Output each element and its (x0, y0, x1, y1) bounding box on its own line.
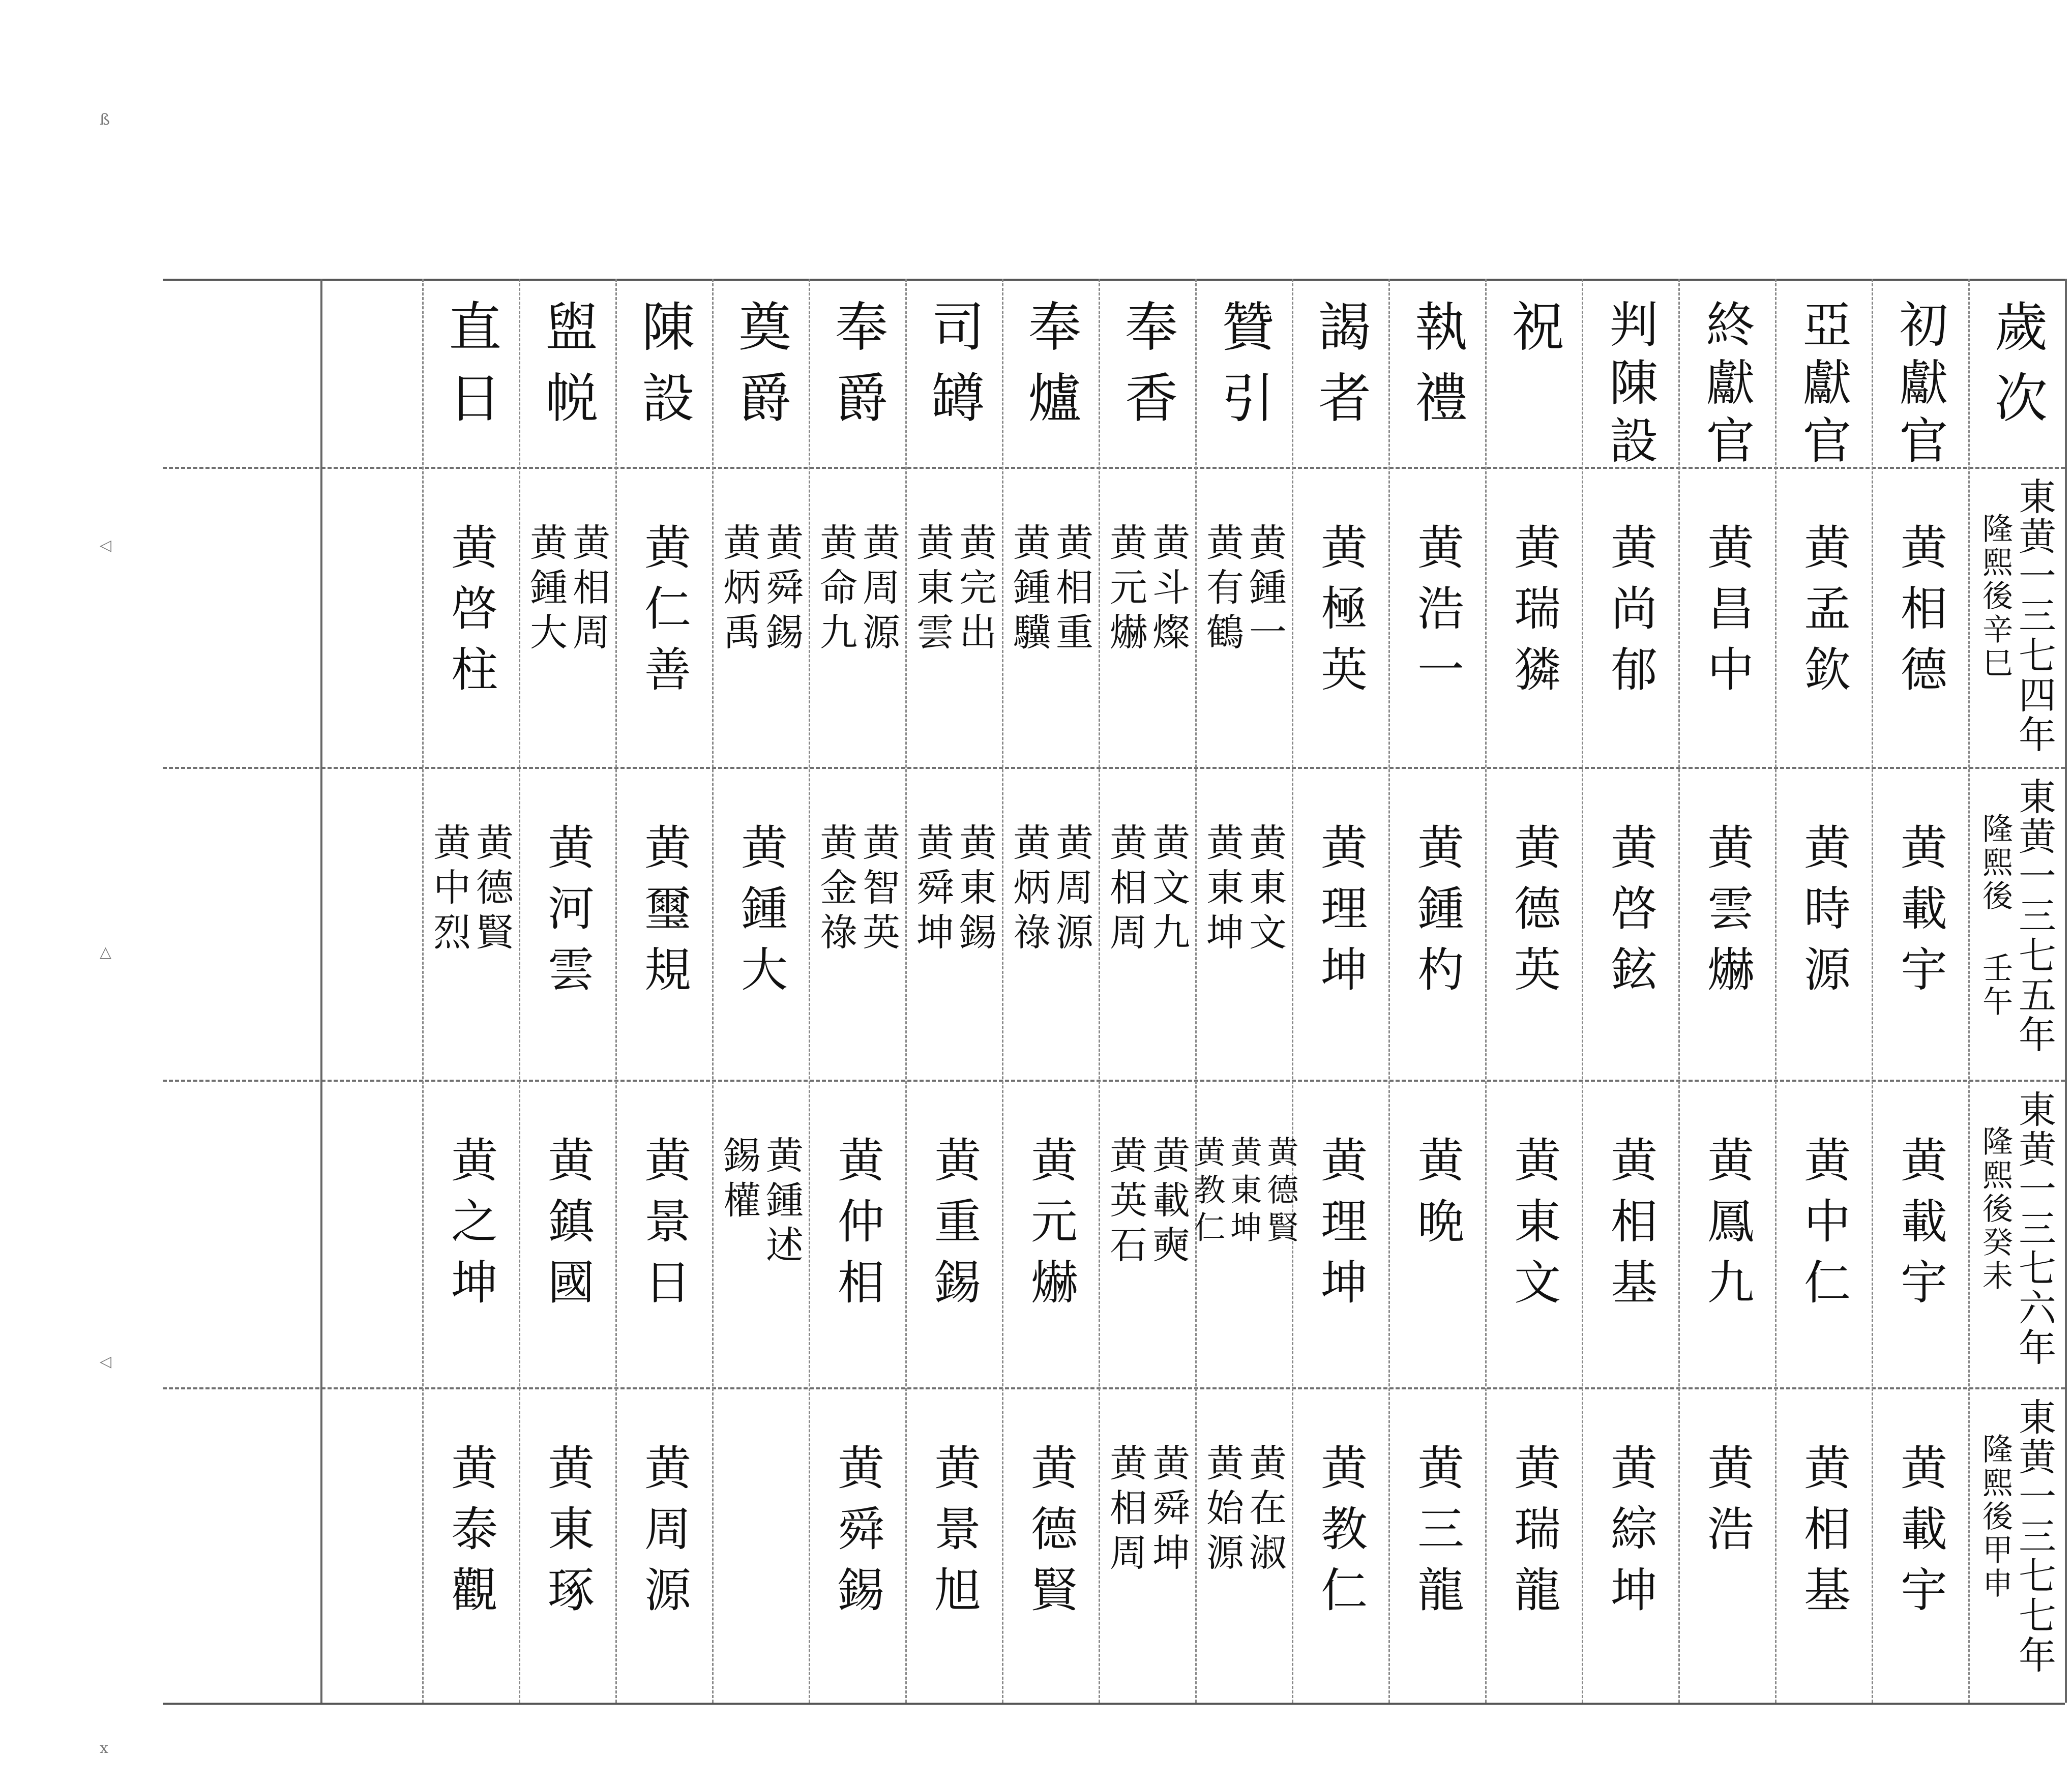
cell-text: 黄載奭 (1146, 1136, 1190, 1270)
name-cell (1099, 523, 1195, 757)
name-cell (1485, 1443, 1582, 1692)
name-cell (712, 823, 809, 1069)
cell-text: 黄鍾一 (1243, 523, 1287, 657)
name-cell (1388, 1136, 1485, 1377)
name-cell (615, 823, 712, 1069)
cell-text: 黄金祿 (814, 823, 857, 957)
cell-text: 東黄一三七七年 (2012, 1398, 2056, 1675)
name-cell (1002, 1136, 1099, 1377)
cell-text: 黄東坤 (1200, 823, 1244, 957)
cell-text: 隆熙後甲申 (1977, 1433, 2013, 1601)
cell-text: 黄東坤 (1225, 1136, 1262, 1249)
header-role (1099, 299, 1195, 462)
header-role (1678, 299, 1775, 473)
cell-text: 黄教仁 (1189, 1136, 1226, 1249)
cell-text: 執禮 (1406, 299, 1468, 441)
name-cell (809, 523, 905, 757)
name-cell (1775, 523, 1872, 757)
cell-text: 黄相周 (1104, 1443, 1147, 1578)
cell-text: 黄元爀 (1104, 523, 1147, 657)
cell-text: 黄之坤 (443, 1136, 498, 1319)
name-cell (1775, 1443, 1872, 1692)
margin-mark: ß (100, 111, 110, 129)
cell-text: 黄有鶴 (1200, 523, 1244, 657)
name-cell (1872, 823, 1968, 1069)
name-cell (1678, 523, 1775, 757)
cell-text: 奉香 (1116, 299, 1178, 441)
cell-text: 黄東錫 (953, 823, 997, 957)
name-cell (809, 1136, 905, 1377)
year-label (1968, 477, 2065, 757)
cell-text: 錫權 (717, 1136, 761, 1225)
name-cell (1388, 823, 1485, 1069)
cell-text: 黄載宇 (1893, 1136, 1947, 1319)
cell-text: 黄相周 (567, 523, 610, 657)
cell-text: 黄浩 (1700, 1443, 1754, 1565)
cell-text: 盥帨 (536, 299, 598, 441)
name-cell (1872, 1136, 1968, 1377)
cell-text: 黄相基 (1603, 1136, 1657, 1319)
cell-text: 黄東琢 (540, 1443, 595, 1626)
cell-text: 黄鍾大 (733, 823, 788, 1006)
year-label (1968, 777, 2065, 1069)
cell-text: 黄重錫 (927, 1136, 981, 1319)
row-divider (163, 1703, 2065, 1705)
name-cell (1099, 823, 1195, 1069)
header-role (809, 299, 905, 462)
cell-text: 黄周源 (856, 523, 900, 657)
cell-text: 黄昌中 (1700, 523, 1754, 706)
row-divider (163, 1387, 2065, 1389)
cell-text: 黄炳祿 (1007, 823, 1051, 957)
row-divider (163, 279, 2065, 281)
name-cell (1872, 1443, 1968, 1692)
cell-text: 黄孟欽 (1796, 523, 1851, 706)
cell-text: 黄教仁 (1313, 1443, 1368, 1626)
cell-text: 黄啓鉉 (1603, 823, 1657, 1006)
name-cell (905, 823, 1002, 1069)
ledger-table (163, 279, 2065, 1703)
cell-text: 黄始源 (1200, 1443, 1244, 1578)
cell-text: 隆熙後辛巳 (1977, 513, 2013, 680)
name-cell (1678, 823, 1775, 1069)
name-cell (1678, 1136, 1775, 1377)
cell-text: 黄文九 (1146, 823, 1190, 957)
name-cell (712, 523, 809, 757)
cell-text: 黄河雲 (540, 823, 595, 1006)
cell-text: 黄瑞獜 (1506, 523, 1561, 706)
row-divider (163, 1080, 2065, 1082)
name-cell (1582, 823, 1678, 1069)
cell-text: 黄舜坤 (1146, 1443, 1190, 1578)
cell-text: 黄景旭 (927, 1443, 981, 1626)
header-role (1485, 299, 1582, 462)
name-cell (1388, 1443, 1485, 1692)
margin-mark: △ (100, 943, 112, 961)
name-cell (1388, 523, 1485, 757)
cell-text: 贊引 (1212, 299, 1275, 441)
name-cell (422, 1136, 519, 1377)
name-cell (1775, 823, 1872, 1069)
name-cell (1292, 823, 1388, 1069)
name-cell (1582, 1443, 1678, 1692)
name-cell (809, 1443, 905, 1692)
cell-text: 黄浩一 (1410, 523, 1464, 706)
cell-text: 黄載宇 (1893, 823, 1947, 1006)
name-cell (1002, 1443, 1099, 1692)
name-cell (615, 1443, 712, 1692)
cell-text: 黄相基 (1796, 1443, 1851, 1626)
header-role (1292, 299, 1388, 462)
cell-text: 隆熙後 壬午 (1977, 813, 2013, 1019)
cell-text: 謁者 (1309, 299, 1371, 441)
cell-text: 黄炳禹 (717, 523, 761, 657)
cell-text: 司罇 (923, 299, 985, 441)
cell-text: 黄鍾述 (760, 1136, 804, 1270)
cell-text: 黄舜錫 (830, 1443, 884, 1626)
margin-mark: ◁ (100, 1353, 112, 1371)
cell-text: 奠爵 (729, 299, 791, 441)
cell-text: 祝 (1502, 299, 1564, 370)
header-role (1582, 299, 1678, 473)
cell-text: 終獻官 (1698, 299, 1755, 473)
name-cell (1292, 523, 1388, 757)
name-cell (1195, 823, 1292, 1069)
cell-text: 黄綜坤 (1603, 1443, 1657, 1626)
name-cell (1775, 1136, 1872, 1377)
column-divider (320, 279, 322, 1703)
cell-text: 黄中仁 (1796, 1136, 1851, 1319)
cell-text: 黄德英 (1506, 823, 1561, 1006)
name-cell (1189, 1136, 1299, 1377)
cell-text: 黄斗燦 (1146, 523, 1190, 657)
name-cell (615, 523, 712, 757)
cell-text: 歲次 (1986, 299, 2048, 441)
name-cell (1002, 823, 1099, 1069)
cell-text: 黄鎮國 (540, 1136, 595, 1319)
name-cell (1195, 1443, 1292, 1692)
cell-text: 黄理坤 (1313, 1136, 1368, 1319)
header-role (712, 299, 809, 462)
header-role (422, 299, 519, 462)
header-role (1872, 299, 1968, 473)
cell-text: 東黄一三七五年 (2012, 777, 2056, 1055)
cell-text: 黄德賢 (1023, 1443, 1078, 1626)
cell-text: 陳設 (633, 299, 695, 441)
cell-text: 黄載宇 (1893, 1443, 1947, 1626)
header-role (1002, 299, 1099, 462)
name-cell (809, 823, 905, 1069)
header-role (615, 299, 712, 462)
name-cell (422, 523, 519, 757)
cell-text: 黄鍾大 (524, 523, 568, 657)
year-label (1968, 1090, 2065, 1377)
header-role (519, 299, 615, 462)
cell-text: 黄中烈 (427, 823, 471, 957)
name-cell (422, 823, 519, 1069)
cell-text: 黄泰觀 (443, 1443, 498, 1626)
cell-text: 奉爐 (1019, 299, 1081, 441)
name-cell (615, 1136, 712, 1377)
header-role (905, 299, 1002, 462)
cell-text: 黄命九 (814, 523, 857, 657)
cell-text: 黄景日 (637, 1136, 691, 1319)
cell-text: 黄晩 (1410, 1136, 1464, 1258)
header-role (1775, 299, 1872, 473)
cell-text: 初獻官 (1891, 299, 1948, 473)
name-cell (1678, 1443, 1775, 1692)
name-cell (1872, 523, 1968, 757)
cell-text: 黄德賢 (1262, 1136, 1299, 1249)
cell-text: 判陳設 (1602, 299, 1659, 473)
name-cell (519, 823, 615, 1069)
cell-text: 黄啓柱 (443, 523, 498, 706)
name-cell (519, 523, 615, 757)
name-cell (1002, 523, 1099, 757)
cell-text: 黄德賢 (470, 823, 514, 957)
cell-text: 奉爵 (826, 299, 888, 441)
column-divider (2065, 279, 2067, 1703)
cell-text: 黄鳳九 (1700, 1136, 1754, 1319)
name-cell (1292, 1443, 1388, 1692)
row-divider (163, 767, 2065, 769)
cell-text: 黄東文 (1506, 1136, 1561, 1319)
cell-text: 東黄一三七四年 (2012, 477, 2056, 755)
cell-text: 黄在淑 (1243, 1443, 1287, 1578)
name-cell (1099, 1136, 1195, 1377)
name-cell (1582, 1136, 1678, 1377)
year-label (1968, 1398, 2065, 1692)
cell-text: 黄周源 (637, 1443, 691, 1626)
cell-text: 黄相周 (1104, 823, 1147, 957)
margin-mark: x (100, 1739, 108, 1757)
header-role (1195, 299, 1292, 462)
name-cell (1195, 523, 1292, 757)
cell-text: 直日 (439, 299, 501, 441)
cell-text: 黄相重 (1050, 523, 1093, 657)
margin-mark: ◁ (100, 537, 112, 554)
cell-text: 黄三龍 (1410, 1443, 1464, 1626)
cell-text: 黄瑞龍 (1506, 1443, 1561, 1626)
header-role (1388, 299, 1485, 462)
cell-text: 黄理坤 (1313, 823, 1368, 1006)
cell-text: 黄周源 (1050, 823, 1093, 957)
name-cell (519, 1443, 615, 1692)
cell-text: 黄英石 (1104, 1136, 1147, 1270)
name-cell (905, 523, 1002, 757)
name-cell (1485, 523, 1582, 757)
cell-text: 黄東文 (1243, 823, 1287, 957)
name-cell (905, 1136, 1002, 1377)
name-cell (519, 1136, 615, 1377)
cell-text: 黄時源 (1796, 823, 1851, 1006)
cell-text: 黄東雲 (910, 523, 954, 657)
cell-text: 黄仁善 (637, 523, 691, 706)
name-cell (905, 1443, 1002, 1692)
cell-text: 黄舜坤 (910, 823, 954, 957)
cell-text: 東黄一三七六年 (2012, 1090, 2056, 1368)
cell-text: 黄璽規 (637, 823, 691, 1006)
name-cell (712, 1136, 809, 1377)
name-cell (1099, 1443, 1195, 1692)
cell-text: 黄相德 (1893, 523, 1947, 706)
cell-text: 黄舜錫 (760, 523, 804, 657)
name-cell (1582, 523, 1678, 757)
name-cell (1292, 1136, 1388, 1377)
cell-text: 黄元爀 (1023, 1136, 1078, 1319)
cell-text: 黄仲相 (830, 1136, 884, 1319)
cell-text: 黄鍾杓 (1410, 823, 1464, 1006)
name-cell (1485, 1136, 1582, 1377)
cell-text: 隆熙後癸未 (1977, 1125, 2013, 1293)
row-divider (163, 467, 2065, 469)
name-cell (1485, 823, 1582, 1069)
header-title (1968, 299, 2065, 462)
cell-text: 黄尚郁 (1603, 523, 1657, 706)
cell-text: 黄完出 (953, 523, 997, 657)
cell-text: 黄極英 (1313, 523, 1368, 706)
name-cell (422, 1443, 519, 1692)
cell-text: 黄鍾驥 (1007, 523, 1051, 657)
cell-text: 黄雲爀 (1700, 823, 1754, 1006)
cell-text: 亞獻官 (1795, 299, 1852, 473)
cell-text: 黄智英 (856, 823, 900, 957)
